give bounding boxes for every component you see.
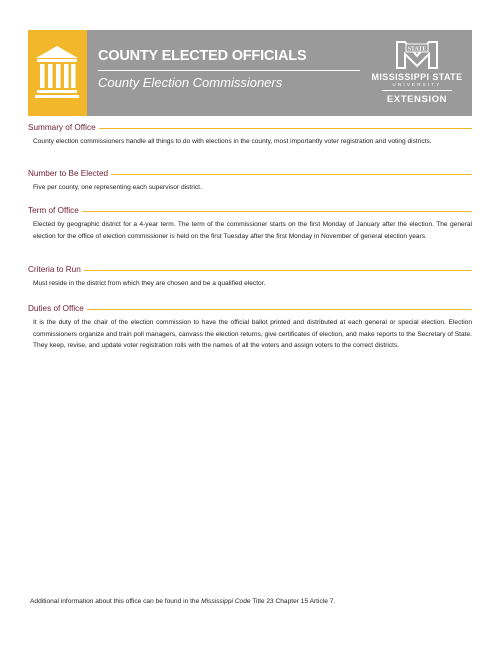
- section-summary: [28, 122, 472, 148]
- section-body: County election commissioners handle all things to do with elections in the county, most importantly voter registration and voting districts.: [33, 138, 432, 145]
- header-banner: [28, 30, 472, 116]
- banner-titles: [98, 48, 360, 91]
- section-body: Five per county, one representing each supervisor district.: [33, 184, 202, 191]
- section-term: [28, 205, 472, 242]
- logo-name: MISSISSIPPI STATE: [371, 72, 463, 82]
- logo-university: UNIVERSITY: [392, 82, 442, 87]
- section-body: Must reside in the district from which they are chosen and be a qualified elector.: [33, 280, 266, 287]
- section-divider: [87, 309, 472, 310]
- section-duties: [28, 303, 472, 352]
- section-number-elected: [28, 168, 472, 194]
- footer-prefix: Additional information about this office can be found in the: [30, 598, 202, 605]
- section-header: [28, 264, 472, 276]
- section-header: [28, 205, 472, 217]
- logo-divider: [382, 90, 452, 91]
- footer-note: [30, 597, 470, 607]
- section-divider: [82, 211, 472, 212]
- section-title: Criteria to Run: [28, 265, 81, 274]
- section-body: Elected by geographic district for a 4-year term. The term of the commissioner starts on the first Monday of January after the election. The general election for the office of election commissioner is held on the first Tuesday after the first Monday in November of general election years.: [33, 221, 472, 240]
- section-title: Duties of Office: [28, 304, 84, 313]
- section-header: [28, 303, 472, 315]
- section-title: Number to Be Elected: [28, 169, 109, 178]
- section-title: Summary of Office: [28, 123, 96, 132]
- section-divider: [111, 174, 472, 175]
- msu-extension-logo: [362, 36, 472, 112]
- section-criteria: [28, 264, 472, 290]
- courthouse-icon: [34, 44, 80, 100]
- footer-code-name: Mississippi Code: [201, 598, 251, 605]
- logo-mark-text: STATE: [407, 46, 427, 53]
- section-title: Term of Office: [28, 206, 79, 215]
- title-divider: [98, 70, 360, 71]
- section-header: [28, 168, 472, 180]
- section-header: [28, 122, 472, 134]
- section-divider: [99, 128, 472, 129]
- section-divider: [84, 270, 472, 271]
- logo-extension: EXTENSION: [386, 94, 448, 105]
- msu-m-logo-icon: [395, 38, 439, 70]
- page-title: COUNTY ELECTED OFFICIALS: [98, 48, 307, 64]
- banner-icon-panel: [28, 30, 87, 116]
- footer-suffix: Title 23 Chapter 15 Article 7.: [250, 598, 336, 605]
- section-body: It is the duty of the chair of the election commission to have the official ballot printed and distributed at each general or special election. Election commissioners organize and train poll managers, canvass the election returns, give certificates of election, and make reports to the Secretary of State. They keep, revise, and update voter registration rolls with the names of all the voters and assign voters to the correct districts.: [33, 319, 472, 349]
- page-subtitle: County Election Commissioners: [98, 75, 283, 90]
